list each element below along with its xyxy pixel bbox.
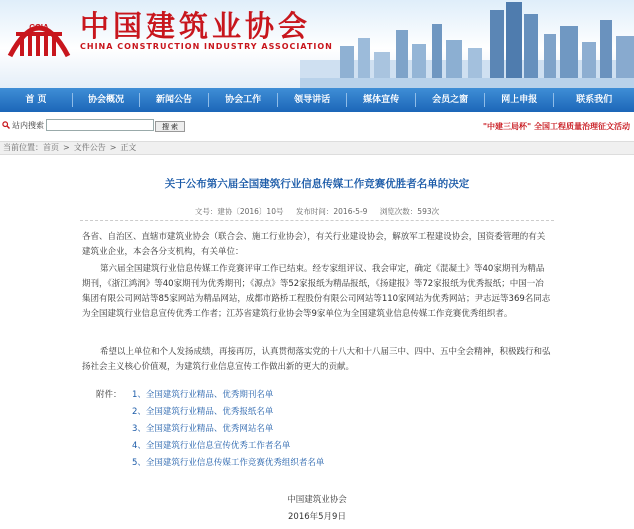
main-nav [0,88,634,112]
article-title: 关于公布第六届全国建筑行业信息传媒工作竞赛优胜者名单的决定 [164,178,470,190]
signature-org: 中国建筑业协会 [287,495,347,505]
header-banner [0,0,634,88]
doc-number: 文号：建协〔2016〕10号 [194,207,284,216]
attachment-link[interactable]: 3、全国建筑行业精品、优秀网站名单 [132,424,274,434]
search-label: 站内搜索 [12,121,44,130]
ccia-logo-icon[interactable] [6,6,72,60]
city-skyline-image [300,0,634,88]
nav-news[interactable]: 新闻公告 [156,95,193,105]
publish-date: 发布时间：2016-5-9 [295,207,368,216]
nav-speeches[interactable]: 领导讲话 [294,95,331,105]
divider [80,220,554,221]
search-icon [2,121,10,129]
attachments-label: 附件： [96,390,122,400]
breadcrumb-prefix: 当前位置： [3,143,43,152]
logo-title-cn[interactable]: 中国建筑业协会 [80,9,312,43]
nav-contact[interactable]: 联系我们 [576,95,613,105]
search-button[interactable]: 搜 索 [155,121,185,132]
article-paragraph: 希望以上单位和个人发扬成绩，再接再厉，认真贯彻落实党的十八大和十八届三中、四中、五中全会精神，积极践行和弘扬社会主义核心价值观，为建筑行业信息宣传工作做出新的更大的贡献。 [82,347,551,372]
attachment-link[interactable]: 1、全国建筑行业精品、优秀期刊名单 [132,390,274,400]
nav-media[interactable]: 媒体宣传 [363,95,400,105]
promo-link[interactable]: "中建三局杯" 全国工程质量治理征文活动 [482,122,630,131]
search-bar [0,116,634,142]
nav-apply[interactable]: 网上申报 [501,95,538,105]
search-input[interactable] [46,119,154,131]
logo-title-en: CHINA CONSTRUCTION INDUSTRY ASSOCIATION [80,42,333,51]
nav-home[interactable]: 首 页 [25,95,47,105]
article-salutation: 各省、自治区、直辖市建筑业协会（联合会、施工行业协会），有关行业建设协会，解放军工程建设协会，国资委管理的有关建筑业企业，本会各分支机构，有关单位： [82,232,546,257]
nav-work[interactable]: 协会工作 [225,95,262,105]
breadcrumb-current: 正文 [120,143,137,152]
signature-date: 2016年5月9日 [288,512,346,522]
nav-about[interactable]: 协会概况 [87,95,124,105]
nav-members[interactable]: 会员之窗 [432,95,469,105]
attachment-link[interactable]: 5、全国建筑行业信息传媒工作竞赛优秀组织者名单 [132,458,325,468]
logo-mark-text: CCIA [29,23,49,32]
attachment-link[interactable]: 4、全国建筑行业信息宣传优秀工作者名单 [132,441,291,451]
breadcrumb-notices[interactable]: 文件公告 [73,143,106,152]
breadcrumb [0,141,634,155]
view-count: 浏览次数：593次 [379,207,440,216]
article-meta [0,206,634,217]
breadcrumb-sep: > [63,143,70,152]
breadcrumb-home[interactable]: 首页 [43,143,59,152]
article-paragraph: 第六届全国建筑行业信息传媒工作竞赛评审工作已结束。经专家组评议、我会审定，确定《混凝土》等40家期刊为精品期刊，《浙江鸿润》等40家期刊为优秀期刊；《源点》等52家报纸为精品报纸，《扬建报》等72家报纸为优秀报纸；中国一冶集团有限公司网站等85家网站为精品网站，成都市路桥工程股份有限公司网站等110家网站为优秀网站；尹志远等369名同志为全国建筑行业信息宣传优秀工作者；江苏省建筑行业协会等9家单位为全国建筑业信息传媒工作竞赛优秀组织者。 [82,264,551,319]
breadcrumb-sep: > [109,143,117,152]
attachment-link[interactable]: 2、全国建筑行业精品、优秀报纸名单 [132,407,274,417]
